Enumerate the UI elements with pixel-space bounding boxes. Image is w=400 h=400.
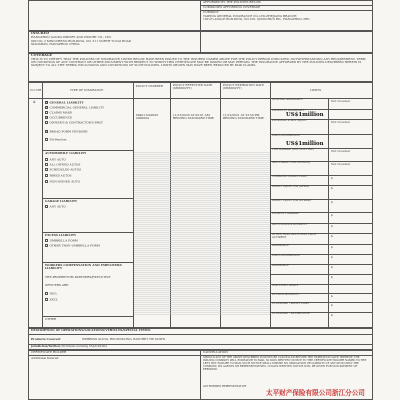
auto-heading: AUTOMOBILE LIABILITY bbox=[45, 151, 87, 155]
insured-label: INSURED bbox=[31, 31, 49, 35]
limit-label: COMBINED SINGLE LIMIT bbox=[272, 175, 308, 178]
gl-type-6-label: Nil-Vendors bbox=[49, 137, 67, 142]
checkbox bbox=[45, 205, 48, 208]
checkbox bbox=[45, 292, 48, 295]
limit-value: Not Covered bbox=[331, 161, 350, 166]
authorized-representative-label: AUTHORIZED REPRESENTATIVE bbox=[203, 385, 247, 388]
gl-type-0-label: GENERAL LIABILITY bbox=[49, 100, 84, 105]
limit-label: EACH OCCURRENCE bbox=[272, 134, 301, 137]
workers-excl bbox=[45, 298, 131, 302]
checkbox: X bbox=[46, 106, 48, 109]
limit-value: US$1million bbox=[286, 141, 324, 147]
limit-value: $ bbox=[331, 185, 333, 190]
limit-value: $ bbox=[331, 175, 333, 180]
cancellation-label: CANCELLATION bbox=[203, 350, 228, 354]
excess-heading: EXCESS LIABILITY bbox=[45, 233, 77, 237]
checkbox bbox=[45, 168, 48, 171]
checkbox bbox=[45, 298, 48, 301]
limit-label: AGGREGATE bbox=[272, 244, 289, 247]
garage-type-1-label: ANY AUTO bbox=[49, 204, 66, 209]
auto-type-4 bbox=[45, 174, 131, 178]
limit-value: $ bbox=[331, 254, 333, 259]
checkbox bbox=[45, 239, 48, 242]
limit-label: STATUTORY LIMITS bbox=[272, 284, 299, 287]
auto-type-3-label: SCHEDULED AUTOS bbox=[49, 167, 82, 172]
gl-type-1 bbox=[45, 106, 131, 110]
limit-value: US$1million bbox=[286, 112, 324, 118]
gl-type-3 bbox=[45, 116, 131, 120]
excess-type-1-label: UMBRELLA FORM bbox=[49, 238, 78, 243]
limit-value: $ bbox=[331, 212, 333, 217]
other-label: OTHER bbox=[45, 317, 57, 321]
insurer-label: COMPANIES AFFORDING COVERAGE bbox=[203, 5, 261, 9]
gl-type-5 bbox=[45, 130, 131, 134]
limit-value: $ bbox=[331, 264, 333, 269]
checkbox bbox=[45, 138, 48, 141]
limit-value: Not Covered bbox=[331, 119, 350, 124]
auto-type-3 bbox=[45, 168, 131, 172]
excess-type-2-label: OTHER THAN UMBRELLA FORM bbox=[49, 243, 100, 248]
limit-value: Not Covered bbox=[331, 148, 350, 153]
checkbox: X bbox=[46, 116, 48, 119]
limit-label: AUTO ONLY-EA ACCIDENT bbox=[272, 223, 308, 226]
gl-type-6 bbox=[45, 138, 131, 142]
limit-value: $ bbox=[331, 274, 333, 279]
workers-heading: WORKERS COMPENSATION AND EMPLOYERS' LIABILITY bbox=[45, 263, 123, 271]
limit-value: $ bbox=[331, 302, 333, 307]
affirm-line: AFFORDED BY THE POLICIES BELOW bbox=[203, 0, 261, 4]
products-value: WEBBING SLING, ROUNDSLING, RATCHET TIE DOWN bbox=[82, 337, 166, 341]
unused-area-auto bbox=[134, 151, 270, 315]
limit-label: GENERAL AGGREGATE bbox=[272, 98, 303, 101]
limit-label: PERSONAL & ADV INJURY bbox=[272, 119, 307, 122]
garage-heading: GARAGE LIABILITY bbox=[45, 199, 78, 203]
insured-address-2: XIAOSHAN, HANGZHOU CHINA bbox=[31, 42, 80, 46]
checkbox bbox=[45, 121, 48, 124]
limit-value: $ bbox=[331, 223, 333, 228]
garage-type-1 bbox=[45, 205, 131, 209]
auto-type-2-label: ALL OWNED AUTOS bbox=[49, 162, 81, 167]
limit-value: Not Covered bbox=[331, 98, 350, 103]
gl-type-0 bbox=[45, 101, 131, 105]
auto-type-1 bbox=[45, 158, 131, 162]
additional-insured-label: Additional Insured: bbox=[31, 356, 60, 360]
checkbox: X bbox=[46, 101, 49, 104]
limit-label: MED EXPANY ONE PERSON) bbox=[272, 161, 310, 164]
certificate-holder-label: CERTIFICATE HOLDER bbox=[31, 350, 67, 354]
policy-number-value: 664011202020 0000004 bbox=[136, 113, 159, 121]
workers-line-1: THE PROPRIETOR/ PARTNERS/EXECUTIVE bbox=[45, 275, 111, 279]
checkbox bbox=[45, 180, 48, 183]
col-limits: LIMITS bbox=[310, 88, 322, 92]
limit-label: AGGREGATE bbox=[272, 264, 289, 267]
gl-type-3-label: OCCURRENCE bbox=[49, 115, 73, 120]
limit-value: $ bbox=[331, 312, 333, 317]
effective-date-value: 11/13/2020 AT 00:01 AM BEIDING STANDARD TIME bbox=[173, 113, 214, 121]
limit-label: OTHER THAN AUTO ONLY: EACH ACCIDENT bbox=[272, 233, 316, 239]
coverage-title: COVERAGE bbox=[31, 53, 53, 57]
limit-label: BODILY INJURY (Per accident) bbox=[272, 199, 312, 202]
company-address: 1ST.(F).ANGLE BUILDING, NO.156, QINGCHUN RD., HANGZHOU, PRC bbox=[203, 17, 310, 21]
coverage-notice: THIS IS TO CERTIFY THAT THE POLICIES OF INSURANCE LISTED BELOW HAVE BEEN ISSUED TO THE INSURED NAMED ABOVE FOR THE POLICY PERIOD INDICATED, NOTWITHSTANDING ANY REQUIREMENT, TERM OR CONDITION OF ANY CONTRACT OR OTHER DOCUMENT WITH RESPECT TO WHICH THIS CERTIFICATE MAY BE ISSUED OR MAY PERTAIN, THE INSURANCE AFFORDED BY THE POLICIES DESCRIBED HEREIN IS SUBJECT TO ALL THE TERMS, EXCLUSIONS AND CONDITIONS OF SUCH POLICIES. LIMITS SHOWN MAY HAVE BEEN REDUCED BY PAID CLAIMS. bbox=[31, 57, 366, 68]
company-seal-text: 太平财产保险有限公司浙江分公司 bbox=[266, 389, 365, 397]
workers-excl-label: EXCL bbox=[49, 297, 58, 302]
limit-label: PRODUCTS AGGREGATE bbox=[272, 109, 305, 112]
limit-value: $ bbox=[331, 199, 333, 204]
cancellation-text: SHOULD ANY OF THE ABOVE DESCRIBED POLICIES BE CANCELLED BEFORE THE EXPIRATION DATE THEREOF, THE ISSUING COMPANY WILL ENDEAVOR TO MAIL 30 DAYS WRITTEN NOTICE TO THE CERTIFICATE HOLDER NAMED TO THE LEFT, BUT FAILURE TO MAIL SUCH NOTICE SHALL IMPOSE NO OBLIGATION OR LIABILITY OF ANY KIND UPON THE COMPANY, ITS AGENTS OR REPRESENTATIVES. 10 DAYS WRITTEN NOTICE WILL BE GIVEN FOR NON-PAYMENT OF PREMIUM. bbox=[203, 356, 367, 371]
workers-line-2: OFFICERS ARE: bbox=[45, 283, 70, 287]
limit-label: EL DISEASE - EA EMPLOYEE bbox=[272, 312, 311, 315]
col-co-ltr: CO LTR bbox=[30, 88, 42, 92]
products-label: Products Covered: bbox=[31, 337, 61, 341]
expiration-date-value: 11/12/2021 AT 23:59 PM BEIDING STANDARD TIME bbox=[223, 113, 264, 121]
excess-type-1 bbox=[45, 239, 131, 243]
excess-type-2 bbox=[45, 244, 131, 248]
checkbox bbox=[45, 244, 48, 247]
limit-label: EL EACH ACCIDENT bbox=[272, 293, 300, 296]
limit-label: EL DISEASE - POLICY LIMIT bbox=[272, 302, 310, 305]
company-name: TAIPING GENERAL INSURANCE CO.,LTD.ZHEJIANG BRANCH bbox=[203, 13, 297, 18]
gl-type-1-label: COMMERCIAL GENERAL LIABILITY bbox=[49, 105, 105, 110]
workers-incl bbox=[45, 292, 131, 296]
company-label: COMPANY bbox=[203, 10, 219, 14]
limit-label: FIRE DAMAGE (ANY ONE FIRE) bbox=[272, 148, 314, 151]
limit-value: $ bbox=[331, 244, 333, 249]
gl-type-2 bbox=[45, 111, 131, 115]
insured-address-1: 900 NO. 2 MINGCHENG BUILDING, NO. 311 NORTH YUCAI ROAD bbox=[31, 38, 132, 43]
insured-name: HANGZHOU GANDA IMPORT AND EXPORT CO., LTD. bbox=[31, 35, 112, 39]
limit-value: $ bbox=[331, 293, 333, 298]
gl-type-4-label: OWNER'S & CONTRACTOR'S PROT bbox=[49, 120, 103, 125]
checkbox bbox=[45, 111, 48, 114]
col-policy-number: POLICY NUMBER bbox=[136, 84, 163, 88]
checkbox bbox=[45, 174, 48, 177]
gl-type-5-label: BROAD FORM VENDORS bbox=[49, 129, 88, 134]
col-effective: POLICY EFFECTIVE DATE (MM/DD/YY) bbox=[173, 83, 213, 91]
gl-type-4 bbox=[45, 121, 131, 125]
checkbox bbox=[45, 158, 48, 161]
auto-type-5-label: NON-OWNED AUTO bbox=[49, 179, 80, 184]
auto-type-1-label: ANY AUTO bbox=[49, 157, 66, 162]
limit-divider bbox=[270, 274, 373, 275]
limit-label: PROPERTY DAMAGE bbox=[272, 212, 300, 215]
checkbox bbox=[45, 163, 48, 166]
auto-type-5 bbox=[45, 180, 131, 184]
row-ltr: A bbox=[33, 100, 36, 104]
auto-type-4-label: HIRED AUTOS bbox=[49, 173, 72, 178]
jurisdiction-value: Worldwide including USA/CANADA bbox=[62, 344, 107, 348]
gl-type-2-label: CLAIMS MADE bbox=[49, 110, 73, 115]
limit-label: BODILY INJURY (Per person) bbox=[272, 185, 310, 188]
limit-label: EACH OCCURRENCE bbox=[272, 254, 301, 257]
description-label: DESCRIPTION OF OPERATIONS/LOCATIONS/VEHICLES/SPECIAL ITEMS: bbox=[31, 328, 151, 332]
col-type: TYPE OF INSURANCE bbox=[70, 88, 104, 92]
jurisdiction-label: Jurisdiction/Territory: bbox=[31, 344, 62, 348]
col-expiration: POLICY EXPIRATION DATE (MM/DD/YY) bbox=[223, 83, 264, 91]
limit-value: $ bbox=[331, 233, 333, 238]
auto-type-2 bbox=[45, 163, 131, 167]
workers-incl-label: INCL bbox=[49, 291, 58, 296]
checkbox: X bbox=[46, 130, 48, 133]
